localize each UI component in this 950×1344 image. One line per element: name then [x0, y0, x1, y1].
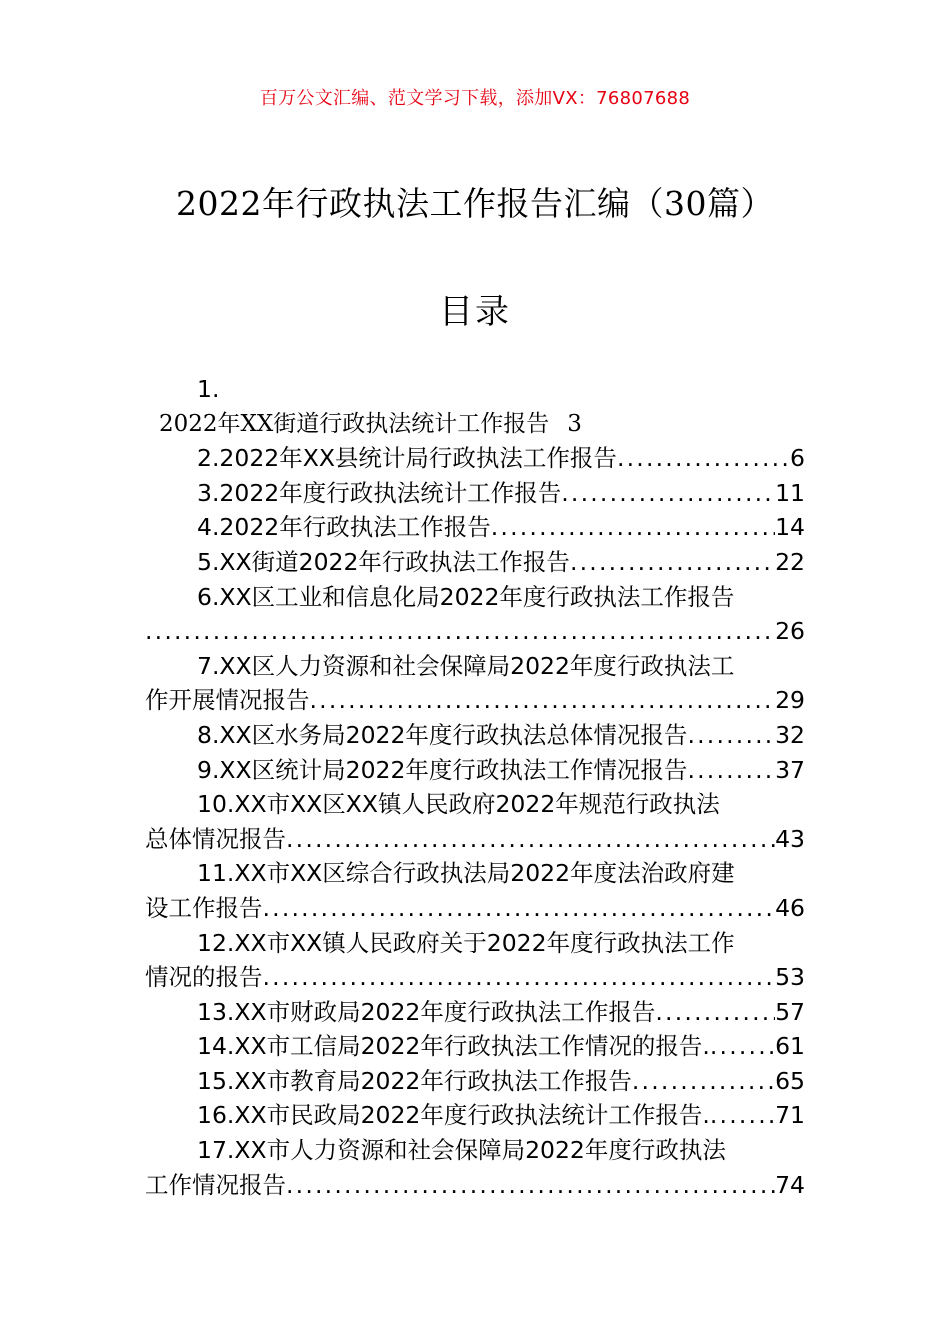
toc-entry-6-line-1[interactable]: [145, 580, 805, 615]
toc-entry-title: 3.2022年度行政执法统计工作报告: [197, 478, 562, 507]
toc-entry-1-title-line[interactable]: [145, 407, 805, 442]
dot-leader: [491, 510, 775, 545]
toc-entry-title: 10.XX市XX区XX镇人民政府2022年规范行政执法: [197, 790, 720, 819]
toc-entry-title: 13.XX市财政局2022年度行政执法工作报告: [197, 997, 656, 1026]
toc-entry-7-line-1[interactable]: [145, 649, 805, 684]
toc-entry-page: 71: [775, 1101, 805, 1130]
toc-entry-page: 43: [775, 824, 805, 853]
toc-entry-14[interactable]: [145, 1029, 805, 1064]
download-banner: 百万公文汇编、范文学习下载，添加VX：76807688: [259, 88, 691, 109]
dot-leader: [632, 1064, 775, 1099]
toc-entry-5[interactable]: [145, 545, 805, 580]
toc-entry-title: 12.XX市XX镇人民政府关于2022年度行政执法工作: [197, 928, 735, 957]
dot-leader: [710, 1029, 775, 1064]
dot-leader: [655, 995, 775, 1030]
toc-entry-9[interactable]: [145, 753, 805, 788]
dot-leader: [561, 476, 775, 511]
toc-entry-title: 17.XX市人力资源和社会保障局2022年度行政执法: [197, 1136, 726, 1165]
toc-entry-title: 5.XX街道2022年行政执法工作报告: [197, 547, 570, 576]
toc-entry-title: 7.XX区人力资源和社会保障局2022年度行政执法工: [197, 651, 735, 680]
toc-entry-page: 46: [775, 893, 805, 922]
toc-entry-6-line-2[interactable]: [145, 614, 805, 649]
toc-entry-title-continued: 总体情况报告: [145, 824, 286, 853]
toc-entry-title-continued: 作开展情况报告: [145, 686, 310, 715]
toc-entry-page: 29: [775, 686, 805, 715]
toc-entry-title: 9.XX区统计局2022年度行政执法工作情况报告: [197, 755, 688, 784]
toc-entry-number: 1.: [197, 375, 220, 403]
toc-entry-title: 16.XX市民政局2022年度行政执法统计工作报告.: [197, 1101, 710, 1130]
toc-entry-17-line-1[interactable]: [145, 1133, 805, 1168]
dot-leader: [145, 614, 775, 649]
toc-entry-page: 65: [775, 1066, 805, 1095]
dot-leader: [687, 753, 775, 788]
toc-entry-title-continued: 情况的报告: [145, 963, 263, 992]
dot-leader: [286, 1168, 775, 1203]
dot-leader: [286, 822, 775, 857]
toc-entry-title-continued: 设工作报告: [145, 893, 263, 922]
toc-entry-page: 37: [775, 755, 805, 784]
toc-entry-page: 6: [790, 444, 805, 473]
document-title: 2022年行政执法工作报告汇编（30篇）: [176, 184, 774, 223]
toc-entry-1-number-line[interactable]: [145, 372, 805, 407]
toc-entry-10-line-1[interactable]: [145, 787, 805, 822]
toc-entry-title: 14.XX市工信局2022年行政执法工作情况的报告.: [197, 1032, 710, 1061]
toc-entry-page: 3: [567, 410, 582, 437]
toc-entry-page: 22: [775, 547, 805, 576]
toc-entry-title: 2.2022年XX县统计局行政执法工作报告: [197, 444, 617, 473]
toc-entry-title: 15.XX市教育局2022年行政执法工作报告: [197, 1066, 632, 1095]
toc-entry-15[interactable]: [145, 1064, 805, 1099]
toc-entry-title-continued: 工作情况报告: [145, 1170, 286, 1199]
dot-leader: [263, 960, 776, 995]
toc-entry-8[interactable]: [145, 718, 805, 753]
table-of-contents: [145, 372, 805, 1202]
toc-entry-10-line-2[interactable]: [145, 822, 805, 857]
dot-leader: [687, 718, 775, 753]
toc-entry-page: 53: [775, 963, 805, 992]
toc-entry-title: 11.XX市XX区综合行政执法局2022年度法治政府建: [197, 859, 735, 888]
toc-entry-13[interactable]: [145, 995, 805, 1030]
toc-entry-4[interactable]: [145, 510, 805, 545]
toc-entry-12-line-1[interactable]: [145, 926, 805, 961]
toc-entry-2[interactable]: [145, 441, 805, 476]
toc-entry-3[interactable]: [145, 476, 805, 511]
toc-entry-11-line-1[interactable]: [145, 856, 805, 891]
toc-entry-page: 26: [775, 617, 805, 646]
toc-entry-7-line-2[interactable]: [145, 683, 805, 718]
toc-entry-12-line-2[interactable]: [145, 960, 805, 995]
toc-entry-title: 8.XX区水务局2022年度行政执法总体情况报告: [197, 720, 688, 749]
toc-entry-17-line-2[interactable]: [145, 1168, 805, 1203]
toc-entry-page: 11: [775, 478, 805, 507]
toc-entry-title: 4.2022年行政执法工作报告: [197, 513, 491, 542]
toc-entry-title: 6.XX区工业和信息化局2022年度行政执法工作报告: [197, 582, 735, 611]
toc-entry-page: 57: [775, 997, 805, 1026]
dot-leader: [310, 683, 776, 718]
toc-entry-page: 74: [775, 1170, 805, 1199]
dot-leader: [263, 891, 776, 926]
toc-entry-page: 32: [775, 720, 805, 749]
toc-entry-page: 14: [775, 513, 805, 542]
dot-leader: [710, 1098, 775, 1133]
toc-entry-16[interactable]: [145, 1098, 805, 1133]
toc-entry-11-line-2[interactable]: [145, 891, 805, 926]
toc-heading: 目录: [439, 292, 511, 332]
dot-leader: [570, 545, 775, 580]
toc-entry-title: 2022年XX街道行政执法统计工作报告: [159, 410, 550, 437]
toc-entry-page: 61: [775, 1032, 805, 1061]
dot-leader: [617, 441, 790, 476]
